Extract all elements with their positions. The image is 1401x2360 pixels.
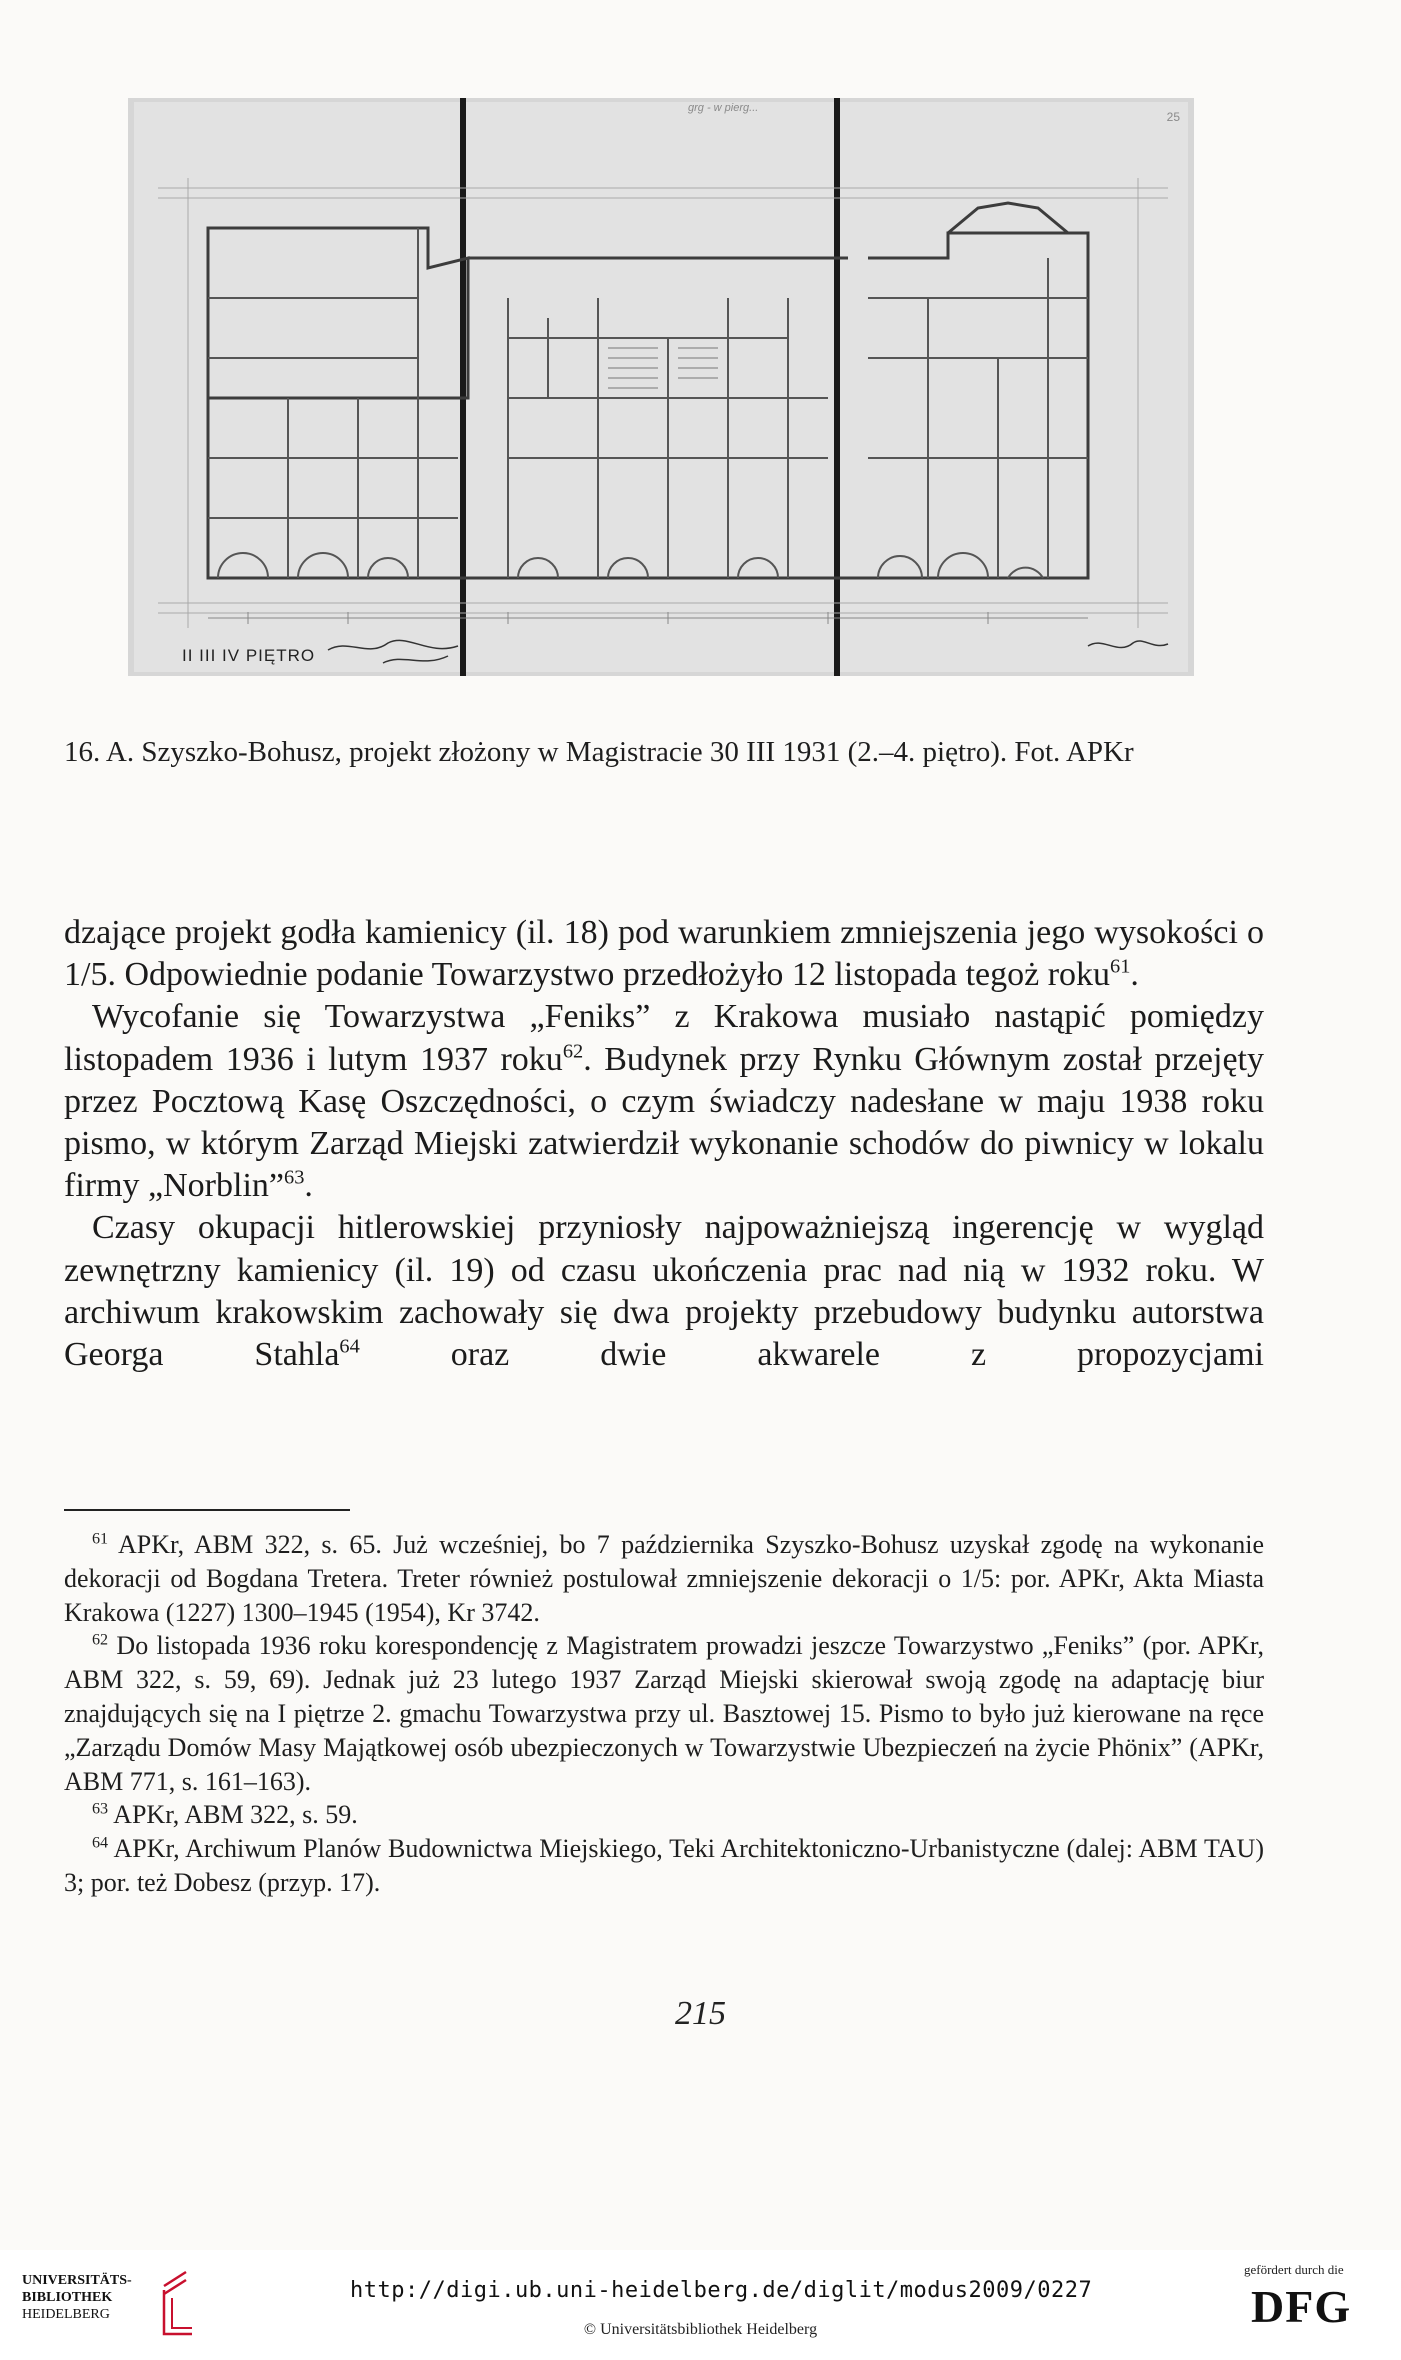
paragraph-2-text-cont: . Budynek przy Rynku Głównym został przejęty przez Pocztową Kasę Oszczędności, o czym świadczy nadesłane w maju 1938 roku pismo, w którym Zarząd Miejski zatwierdził wykonanie schodów do piwnicy w lokalu firmy „Norblin” bbox=[64, 1040, 1264, 1205]
plan-corner-mark: 25 bbox=[1166, 110, 1180, 124]
footnote-61 bbox=[64, 1528, 1264, 1629]
footnote-ref-62: 62 bbox=[562, 1040, 584, 1063]
paragraph-2 bbox=[64, 996, 1264, 1207]
copyright-notice: © Universitätsbibliothek Heidelberg bbox=[583, 2321, 818, 2338]
paragraph-1 bbox=[64, 912, 1264, 996]
footnote-text: APKr, ABM 322, s. 65. Już wcześniej, bo 7 października Szyszko-Bohusz uzyskał zgodę na wykonanie dekoracji od Bogdana Tretera. Treter również postulował zmniejszenie dekoracji o 1/5: por. APKr, Akta Miasta Krakowa (1227) 1300–1945 (1954), Kr 3742. bbox=[64, 1530, 1264, 1627]
footnote-number: 61 bbox=[92, 1530, 109, 1548]
floor-plan-drawing bbox=[128, 98, 1194, 676]
footnote-divider bbox=[64, 1509, 350, 1511]
footnote-ref-63: 63 bbox=[284, 1166, 305, 1189]
footnote-ref-61: 61 bbox=[1110, 955, 1131, 978]
library-name bbox=[22, 2272, 132, 2323]
plan-floor-label: II III IV PIĘTRO bbox=[182, 646, 316, 665]
footnote-ref-64: 64 bbox=[339, 1335, 360, 1358]
library-name-line-3: HEIDELBERG bbox=[22, 2307, 110, 2322]
paragraph-1-end: . bbox=[1130, 956, 1139, 994]
footnote-64 bbox=[64, 1832, 1264, 1900]
figure-caption: 16. A. Szyszko-Bohusz, projekt złożony w Magistracie 30 III 1931 (2.–4. piętro). Fot. APKr bbox=[64, 736, 1134, 768]
footnote-text: APKr, ABM 322, s. 59. bbox=[108, 1800, 358, 1830]
footnote-number: 63 bbox=[92, 1800, 109, 1818]
footnote-text: Do listopada 1936 roku korespondencję z Magistratem prowadzi jeszcze Towarzystwo „Feniks” (por. APKr, ABM 322, s. 59, 69). Jednak już 23 lutego 1937 Zarząd Miejski skierował swoją zgodę na adaptację biur znajdujących się na I piętrze 2. gmachu Towarzystwa przy ul. Basztowej 15. Pismo to było już kierowane na ręce „Zarządu Domów Masy Majątkowej osób ubezpieczonych w Towarzystwie Ubezpieczeń na życie Phönix” (APKr, ABM 771, s. 161–163). bbox=[64, 1631, 1264, 1796]
footnote-number: 62 bbox=[92, 1631, 109, 1649]
paragraph-3 bbox=[64, 1207, 1264, 1376]
source-url-link[interactable]: http://digi.ub.uni-heidelberg.de/diglit/modus2009/0227 bbox=[350, 2278, 1093, 2303]
plan-top-note: grg - w pierg... bbox=[688, 102, 759, 114]
paragraph-1-text: dzające projekt godła kamienicy (il. 18) pod warunkiem zmniejszenia jego wysokości o 1/5. Odpowiednie podanie Towarzystwo przedłożyło 12 listopada tegoż roku bbox=[64, 914, 1264, 994]
dfg-logo: DFG bbox=[1251, 2281, 1352, 2332]
library-name-line-1: UNIVERSITÄTS- bbox=[22, 2273, 132, 2288]
paragraph-2-end: . bbox=[304, 1167, 313, 1205]
footnote-62 bbox=[64, 1629, 1264, 1798]
paragraph-2-text: Wycofanie się Towarzystwa „Feniks” z Krakowa musiało nastąpić pomiędzy listopadem 1936 i lutym 1937 roku bbox=[64, 998, 1264, 1078]
footnote-number: 64 bbox=[92, 1834, 109, 1852]
page-number: 215 bbox=[675, 1995, 726, 2032]
paragraph-3-text: Czasy okupacji hitlerowskiej przyniosły najpoważniejszą ingerencję w wygląd zewnętrzny kamienicy (il. 19) od czasu ukończenia prac nad nią w 1932 roku. W archiwum krakowskim zachowały się dwa projekty przebudowy budynku autorstwa Georga Stahla bbox=[64, 1209, 1264, 1374]
funding-note: gefördert durch die bbox=[1244, 2262, 1344, 2277]
footnote-63 bbox=[64, 1798, 1264, 1832]
library-name-line-2: BIBLIOTHEK bbox=[22, 2290, 113, 2305]
footnote-text: APKr, Archiwum Planów Budownictwa Miejskiego, Teki Architektoniczno-Urbanistyczne (dalej: ABM TAU) 3; por. też Dobesz (przyp. 17). bbox=[64, 1834, 1264, 1897]
body-text bbox=[64, 912, 1264, 1376]
footnotes bbox=[64, 1528, 1264, 1900]
paragraph-3-end: oraz dwie akwarele z propozycjami bbox=[359, 1336, 1264, 1374]
floor-plan-photo bbox=[128, 98, 1194, 676]
digitization-footer bbox=[0, 2250, 1401, 2360]
